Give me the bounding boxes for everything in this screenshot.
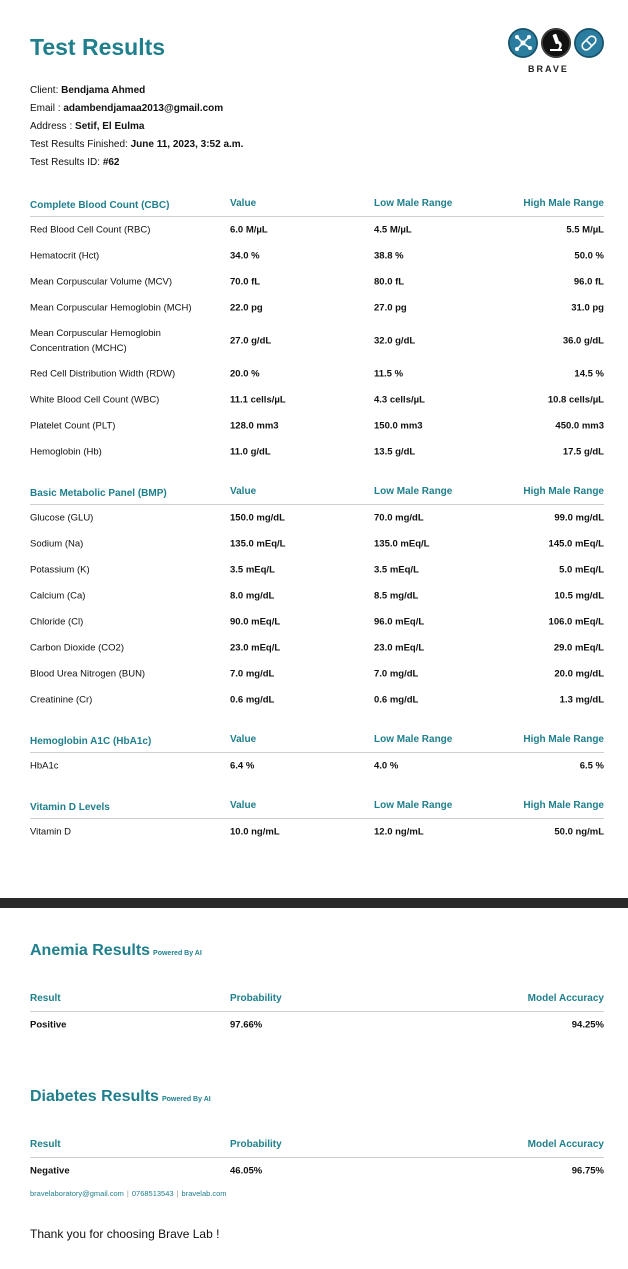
table-row bbox=[30, 661, 604, 687]
bmp-table bbox=[30, 482, 604, 713]
table-row bbox=[30, 295, 604, 321]
low-range: 11.5 % bbox=[374, 368, 404, 380]
table-header: Basic Metabolic Panel (BMP) Value Low Male Range High Male Range bbox=[30, 482, 604, 505]
low-range: 4.5 M/µL bbox=[374, 224, 412, 236]
test-name: Sodium (Na) bbox=[30, 538, 84, 550]
table-row bbox=[30, 687, 604, 713]
test-value: 150.0 mg/dL bbox=[230, 512, 285, 524]
test-name: Glucose (GLU) bbox=[30, 512, 94, 524]
test-value: 11.1 cells/µL bbox=[230, 394, 286, 406]
high-range: 145.0 mEq/L bbox=[548, 538, 604, 550]
email-line: Email : adambendjamaa2013@gmail.com bbox=[30, 103, 224, 114]
table-row bbox=[30, 819, 604, 845]
capsule-icon bbox=[574, 28, 604, 58]
low-range: 96.0 mEq/L bbox=[374, 616, 425, 628]
section-title: Vitamin D Levels bbox=[30, 802, 110, 813]
test-name: Hemoglobin (Hb) bbox=[30, 446, 102, 458]
test-value: 20.0 % bbox=[230, 368, 260, 380]
brand-name: BRAVE bbox=[528, 64, 569, 74]
finished-line: Test Results Finished: June 11, 2023, 3:52 a.m. bbox=[30, 139, 244, 150]
test-name: Red Blood Cell Count (RBC) bbox=[30, 224, 151, 236]
test-name: Blood Urea Nitrogen (BUN) bbox=[30, 668, 146, 680]
test-name: Chloride (Cl) bbox=[30, 616, 84, 628]
low-range: 70.0 mg/dL bbox=[374, 512, 424, 524]
low-range: 80.0 fL bbox=[374, 276, 405, 288]
anemia-probability: 97.66% bbox=[230, 1019, 263, 1031]
high-range: 106.0 mEq/L bbox=[548, 616, 604, 628]
table-header: Complete Blood Count (CBC) Value Low Male Range High Male Range bbox=[30, 194, 604, 217]
test-name: Platelet Count (PLT) bbox=[30, 420, 116, 432]
low-range: 0.6 mg/dL bbox=[374, 694, 419, 706]
low-range: 23.0 mEq/L bbox=[374, 642, 425, 654]
high-range: 20.0 mg/dL bbox=[554, 668, 604, 680]
anemia-result: Positive bbox=[30, 1019, 67, 1031]
test-name: Mean Corpuscular Hemoglobin (MCH) bbox=[30, 302, 192, 314]
test-value: 11.0 g/dL bbox=[230, 446, 271, 458]
low-range: 32.0 g/dL bbox=[374, 335, 416, 347]
table-row bbox=[30, 321, 604, 361]
low-range: 38.8 % bbox=[374, 250, 404, 262]
table-row bbox=[30, 439, 604, 465]
page-title: Test Results bbox=[30, 34, 166, 60]
low-range: 135.0 mEq/L bbox=[374, 538, 430, 550]
test-value: 135.0 mEq/L bbox=[230, 538, 286, 550]
anemia-accuracy: 94.25% bbox=[571, 1019, 604, 1031]
molecule-icon bbox=[508, 28, 538, 58]
section-title: Hemoglobin A1C (HbA1c) bbox=[30, 736, 152, 747]
table-row bbox=[30, 413, 604, 439]
client-line: Client: Bendjama Ahmed bbox=[30, 85, 146, 96]
table-row bbox=[30, 505, 604, 531]
hba1c-table bbox=[30, 730, 604, 779]
high-range: 6.5 % bbox=[579, 760, 604, 772]
cbc-table bbox=[30, 194, 604, 465]
low-range: 12.0 ng/mL bbox=[374, 826, 424, 838]
table-row bbox=[30, 753, 604, 779]
test-value: 3.5 mEq/L bbox=[230, 564, 275, 576]
low-range: 27.0 pg bbox=[374, 302, 407, 314]
high-range: 96.0 fL bbox=[573, 276, 604, 288]
client-email: adambendjamaa2013@gmail.com bbox=[63, 103, 224, 114]
test-name: Potassium (K) bbox=[30, 564, 90, 576]
section-title: Complete Blood Count (CBC) bbox=[30, 200, 170, 211]
results-id: #62 bbox=[102, 157, 120, 168]
diabetes-probability: 46.05% bbox=[230, 1165, 263, 1177]
high-range: 99.0 mg/dL bbox=[554, 512, 604, 524]
high-range: 31.0 pg bbox=[571, 302, 604, 314]
test-name: HbA1c bbox=[30, 760, 59, 772]
high-range: 29.0 mEq/L bbox=[553, 642, 604, 654]
bmp-rows bbox=[30, 505, 604, 713]
test-name: Vitamin D bbox=[30, 826, 72, 838]
table-header: Hemoglobin A1C (HbA1c) Value Low Male Range High Male Range bbox=[30, 730, 604, 753]
high-range: 10.5 mg/dL bbox=[554, 590, 604, 602]
table-row bbox=[30, 1012, 604, 1038]
table-header: Result Probability Model Accuracy bbox=[30, 989, 604, 1012]
diabetes-accuracy: 96.75% bbox=[571, 1165, 604, 1177]
powered-by-ai-label: Powered By AI bbox=[153, 950, 202, 957]
table-row bbox=[30, 269, 604, 295]
footer-website[interactable]: bravelab.com bbox=[181, 1189, 227, 1198]
test-name: Hematocrit (Hct) bbox=[30, 250, 100, 262]
test-name: Mean Corpuscular Volume (MCV) bbox=[30, 276, 173, 288]
table-row bbox=[30, 217, 604, 243]
low-range: 150.0 mm3 bbox=[374, 420, 423, 432]
table-row bbox=[30, 531, 604, 557]
test-name: Mean Corpuscular Hemoglobin Concentration (MCHC) bbox=[30, 328, 161, 354]
low-range: 4.0 % bbox=[374, 760, 399, 772]
vitamin-d-rows bbox=[30, 819, 604, 845]
table-row bbox=[30, 635, 604, 661]
low-range: 7.0 mg/dL bbox=[374, 668, 419, 680]
test-value: 8.0 mg/dL bbox=[230, 590, 275, 602]
high-range: 36.0 g/dL bbox=[562, 335, 604, 347]
table-row bbox=[30, 243, 604, 269]
test-name: Carbon Dioxide (CO2) bbox=[30, 642, 124, 654]
test-value: 7.0 mg/dL bbox=[230, 668, 275, 680]
test-name: White Blood Cell Count (WBC) bbox=[30, 394, 160, 406]
client-address: Setif, El Eulma bbox=[75, 121, 145, 132]
high-range: 1.3 mg/dL bbox=[559, 694, 604, 706]
test-value: 23.0 mEq/L bbox=[230, 642, 281, 654]
low-range: 8.5 mg/dL bbox=[374, 590, 419, 602]
table-row bbox=[30, 1158, 604, 1184]
diabetes-results-table bbox=[30, 1135, 604, 1184]
high-range: 14.5 % bbox=[574, 368, 604, 380]
low-range: 4.3 cells/µL bbox=[374, 394, 425, 406]
test-value: 70.0 fL bbox=[230, 276, 261, 288]
vitamin-d-table bbox=[30, 796, 604, 845]
high-range: 10.8 cells/µL bbox=[547, 394, 604, 406]
table-row bbox=[30, 387, 604, 413]
test-value: 27.0 g/dL bbox=[230, 335, 272, 347]
table-row bbox=[30, 609, 604, 635]
high-range: 50.0 ng/mL bbox=[554, 826, 604, 838]
address-line: Address : Setif, El Eulma bbox=[30, 121, 145, 132]
table-row bbox=[30, 557, 604, 583]
test-value: 34.0 % bbox=[230, 250, 260, 262]
microscope-icon bbox=[541, 28, 571, 58]
results-id-line: Test Results ID: #62 bbox=[30, 157, 120, 168]
table-header: Vitamin D Levels Value Low Male Range High Male Range bbox=[30, 796, 604, 819]
low-range: 13.5 g/dL bbox=[374, 446, 416, 458]
test-value: 6.0 M/µL bbox=[230, 224, 268, 236]
test-value: 22.0 pg bbox=[230, 302, 263, 314]
section-divider-bar bbox=[0, 898, 628, 908]
footer-contact: bravelaboratory@gmail.com | 0768513543 | bravelab.com bbox=[30, 1189, 227, 1198]
cbc-rows bbox=[30, 217, 604, 465]
footer-phone[interactable]: 0768513543 bbox=[131, 1189, 174, 1198]
finished-date: June 11, 2023, 3:52 a.m. bbox=[130, 139, 244, 150]
low-range: 3.5 mEq/L bbox=[374, 564, 419, 576]
client-name: Bendjama Ahmed bbox=[61, 85, 146, 96]
table-row bbox=[30, 361, 604, 387]
anemia-title: Anemia Results Powered By AI bbox=[30, 942, 202, 959]
high-range: 17.5 g/dL bbox=[562, 446, 604, 458]
section-title: Basic Metabolic Panel (BMP) bbox=[30, 488, 167, 499]
test-value: 90.0 mEq/L bbox=[230, 616, 281, 628]
test-name: Creatinine (Cr) bbox=[30, 694, 93, 706]
hba1c-rows bbox=[30, 753, 604, 779]
test-name: Red Cell Distribution Width (RDW) bbox=[30, 368, 176, 380]
diabetes-result: Negative bbox=[30, 1165, 70, 1177]
anemia-results-table bbox=[30, 989, 604, 1038]
test-value: 128.0 mm3 bbox=[230, 420, 279, 432]
table-header: Result Probability Model Accuracy bbox=[30, 1135, 604, 1158]
test-value: 6.4 % bbox=[230, 760, 255, 772]
powered-by-ai-label: Powered By AI bbox=[161, 1096, 211, 1103]
high-range: 450.0 mm3 bbox=[555, 420, 604, 432]
thank-you-message: Thank you for choosing Brave Lab ! bbox=[30, 1227, 220, 1241]
test-name: Calcium (Ca) bbox=[30, 590, 86, 602]
test-value: 0.6 mg/dL bbox=[230, 694, 275, 706]
table-row bbox=[30, 583, 604, 609]
footer-email[interactable]: bravelaboratory@gmail.com bbox=[30, 1189, 124, 1198]
high-range: 5.5 M/µL bbox=[566, 224, 604, 236]
diabetes-title: Diabetes Results Powered By AI bbox=[30, 1088, 211, 1105]
high-range: 50.0 % bbox=[574, 250, 604, 262]
high-range: 5.0 mEq/L bbox=[559, 564, 604, 576]
test-value: 10.0 ng/mL bbox=[230, 826, 280, 838]
